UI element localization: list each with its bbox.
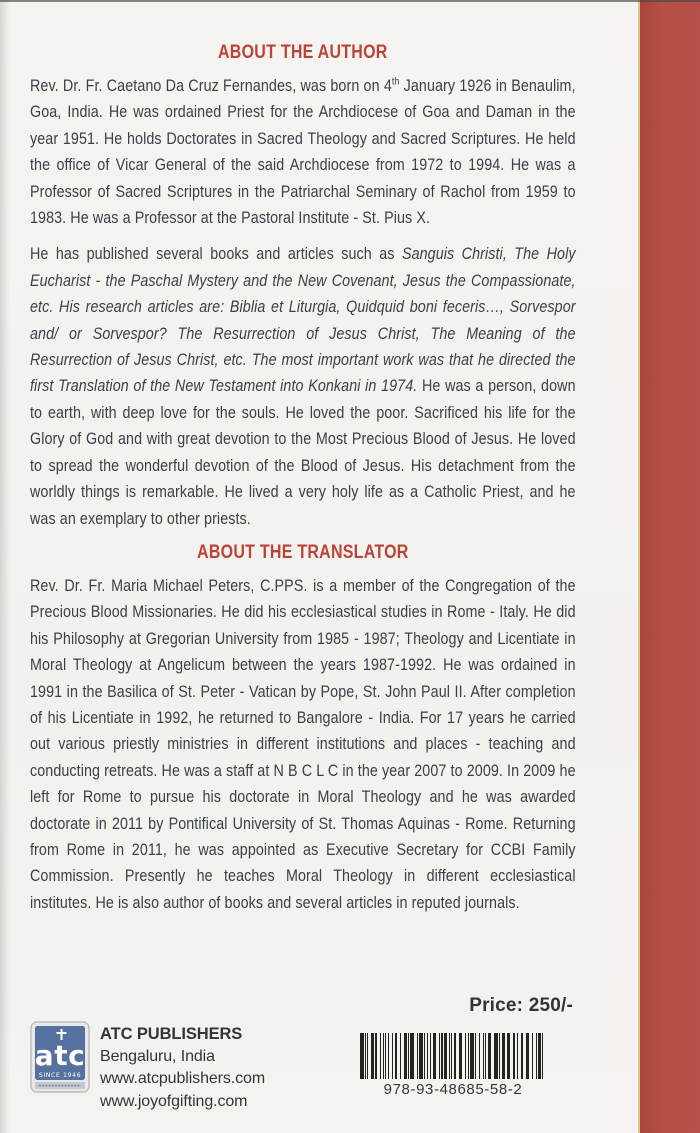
isbn-barcode-block — [322, 1033, 584, 1098]
page-left-edge-shadow — [0, 0, 10, 1133]
author-bio-paragraph-1: Rev. Dr. Fr. Caetano Da Cruz Fernandes, was born on 4th January 1926 in Benaulim, Goa, India. He was ordained Priest for the Archdiocese of Goa and Daman in the year 1951. He holds Doctorates in Sacred Theology and Sacred Scriptures. He held the office of Vicar General of the said Archdiocese from 1972 to 1994. He was a Professor of Sacred Scriptures in the Patriarchal Seminary of Rachol from 1959 to 1983. He was a Professor at the Pastoral Institute - St. Pius X. — [30, 75, 576, 228]
atc-monogram: atc — [34, 1039, 86, 1072]
publisher-website-1: www.atcpublishers.com — [100, 1070, 266, 1087]
cover-text — [30, 42, 576, 926]
about-author-section — [30, 42, 576, 532]
author-bio-paragraph-2: He has published several books and articles such as Sanguis Christi, The Holy Eucharist - the Paschal Mystery and the New Covenant, Jesus the Compassionate, etc. His research articles are: Biblia et Liturgia, Quidquid boni feceris…, Sorvespor and/ or Sorvespor? The Resurrection of Jesus Christ, The Meaning of the Resurrection of Jesus Christ, etc. The most important work was that he directed the first Translation of the New Testament into Konkani in 1974. He was a person, down to earth, with deep love for the souls. He loved the poor. Sacrificed his life for the Glory of God and with great devotion to the Most Precious Blood of Jesus. He loved to spread the wonderful devotion of the Blood of Jesus. His detachment from the worldly things is remarkable. He lived a very holy life as a Catholic Priest, and he was an exemplary to other priests. — [30, 244, 576, 528]
price-label: Price: 250/- — [469, 995, 573, 1016]
publisher-website-2: www.joyofgifting.com — [100, 1092, 248, 1110]
publisher-info — [100, 1023, 265, 1113]
about-author-heading: ABOUT THE AUTHOR — [217, 42, 388, 63]
page-top-edge — [0, 0, 700, 2]
about-translator-section — [30, 542, 576, 916]
atc-logo-graphic — [30, 1021, 90, 1097]
logo-since-label: SINCE 1946 — [38, 1072, 82, 1079]
isbn-number: 978-93-48685-58-2 — [383, 1081, 523, 1098]
publisher-location: Bengaluru, India — [100, 1047, 215, 1065]
red-spine-stripe — [640, 0, 700, 1133]
about-translator-heading: ABOUT THE TRANSLATOR — [197, 541, 409, 563]
atc-publishers-logo — [30, 1021, 90, 1097]
translator-bio-paragraph: Rev. Dr. Fr. Maria Michael Peters, C.PPS. is a member of the Congregation of the Precious Blood Missionaries. He did his ecclesiastical studies in Rome - Italy. He did his Philosophy at Gregorian University from 1985 - 1987; Theology and Licentiate in Moral Theology at Angelicum between the years 1987-1992. He was ordained in 1991 in the Basilica of St. Peter - Vatican by Pope, St. John Paul II. After completion of his Licentiate in 1992, he returned to Bangalore - India. For 17 years he carried out various priestly ministries in different institutions and places - teaching and conducting retreats. He was a staff at N B C L C in the year 2007 to 2009. In 2009 he left for Rome to pursue his doctorate in Moral Theology and he was awarded doctorate in 2011 by Pontifical University of St. Thomas Aquinas - Rome. Returning from Rome in 2011, he was appointed as Executive Secretary for CCBI Family Commission. Presently he teaches Moral Theology in different ecclesiastical institutes. He is also author of books and several articles in reputed journals. — [30, 575, 576, 912]
publisher-name: ATC PUBLISHERS — [100, 1025, 243, 1043]
isbn-barcode — [324, 1033, 582, 1079]
